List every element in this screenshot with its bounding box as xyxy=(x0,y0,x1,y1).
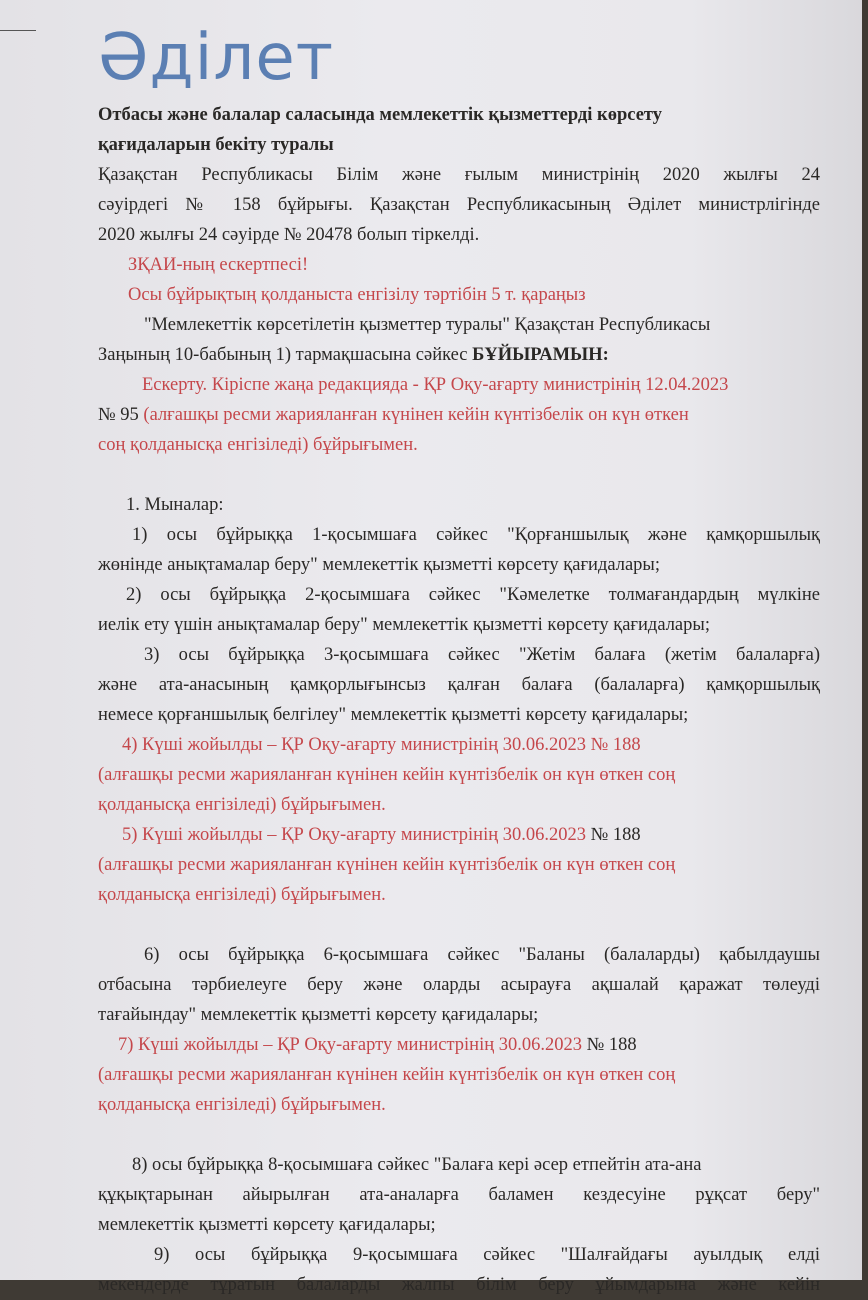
subitem-3-line-3: немесе қорғаншылық белгілеу" мемлекеттік қызметті көрсету қағидалары; xyxy=(98,705,689,725)
subitem-7-line-2: (алғашқы ресми жарияланған күнінен кейін күнтізбелік он күн өткен соң xyxy=(98,1065,676,1085)
document-body xyxy=(98,100,820,1300)
subitem-5-number: № 188 xyxy=(590,825,641,845)
subitem-4 xyxy=(98,730,820,820)
subitem-6 xyxy=(98,940,820,1030)
spacer xyxy=(98,910,820,940)
subitem-3-line-1: 3) осы бұйрыққа 3-қосымшаға сәйкес "Жетім балаға (жетім балаларға) xyxy=(144,645,820,665)
subitem-2 xyxy=(98,580,820,640)
remark xyxy=(98,370,820,460)
subitem-6-line-2: отбасына тәрбиелеуге беру және оларды асырауға ақшалай қаражат төлеуді xyxy=(98,975,820,995)
spacer xyxy=(98,460,820,490)
subitem-8-line-3: мемлекеттік қызметті көрсету қағидалары; xyxy=(98,1215,436,1235)
subitem-9-line-2: мекендерде тұратын балаларды жалпы білім беру ұйымдарына және кейін xyxy=(98,1275,820,1295)
logo-text: Әділет xyxy=(98,21,334,95)
title-line-1: Отбасы және балалар саласында мемлекеттік қызметтерді көрсету xyxy=(98,105,662,125)
document-title xyxy=(98,100,820,160)
subitem-1 xyxy=(98,520,820,580)
adilet-logo xyxy=(98,18,334,98)
subitem-8-line-2: құқықтарынан айырылған ата-аналарға баламен кездесуіне рұқсат беру" xyxy=(98,1185,820,1205)
subitem-8 xyxy=(98,1150,820,1240)
remark-line-3: соң қолданысқа енгізіледі) бұйрығымен. xyxy=(98,435,418,455)
subitem-2-line-1: 2) осы бұйрыққа 2-қосымшаға сәйкес "Кәмелетке толмағандардың мүлкіне xyxy=(126,585,820,605)
preamble-line-3: 2020 жылғы 24 сәуірде № 20478 болып тіркелді. xyxy=(98,225,480,245)
subitem-7-line-3: қолданысқа енгізіледі) бұйрығымен. xyxy=(98,1095,386,1115)
subitem-4-line-2: (алғашқы ресми жарияланған күнінен кейін күнтізбелік он күн өткен соң xyxy=(98,765,676,785)
remark-line-1: Ескерту. Кіріспе жаңа редакцияда - ҚР Оқу-ағарту министрінің 12.04.2023 xyxy=(142,375,729,395)
preamble xyxy=(98,160,820,250)
intro-line-2-text: Заңының 10-бабының 1) тармақшасына сәйкес xyxy=(98,345,473,365)
spacer xyxy=(98,1120,820,1150)
remark-line-2 xyxy=(98,400,820,430)
subitem-7 xyxy=(98,1030,820,1120)
subitem-5-line-1 xyxy=(98,820,820,850)
subitem-7-line-1-text: 7) Күші жойылды – ҚР Оқу-ағарту министрінің 30.06.2023 xyxy=(118,1035,587,1055)
intro-line-1: "Мемлекеттік көрсетілетін қызметтер туралы" Қазақстан Республикасы xyxy=(144,315,711,335)
corner-mark xyxy=(0,30,36,31)
intro-line-2 xyxy=(98,340,820,370)
remark-number: № 95 xyxy=(98,405,144,425)
subitem-2-line-2: иелік ету үшін анықтамалар беру" мемлекеттік қызметті көрсету қағидалары; xyxy=(98,615,710,635)
order-word: БҰЙЫРАМЫН: xyxy=(472,345,609,365)
subitem-4-line-3: қолданысқа енгізіледі) бұйрығымен. xyxy=(98,795,386,815)
preamble-line-2: сәуірдегі № 158 бұйрығы. Қазақстан Республикасының Әділет министрлігінде xyxy=(98,195,820,215)
item-1-label: 1. Мыналар: xyxy=(126,495,224,515)
editor-note xyxy=(98,250,820,310)
preamble-line-1: Қазақстан Республикасы Білім және ғылым министрінің 2020 жылғы 24 xyxy=(98,165,820,185)
subitem-6-line-1: 6) осы бұйрыққа 6-қосымшаға сәйкес "Баланы (балаларды) қабылдаушы xyxy=(144,945,820,965)
subitem-1-line-2: жөнінде анықтамалар беру" мемлекеттік қызметті көрсету қағидалары; xyxy=(98,555,660,575)
subitem-5-line-1-text: 5) Күші жойылды – ҚР Оқу-ағарту министрінің 30.06.2023 xyxy=(122,825,591,845)
subitem-9-line-1: 9) осы бұйрыққа 9-қосымшаға сәйкес "Шалғайдағы ауылдық елді xyxy=(154,1245,820,1265)
note-line-1: ЗҚАИ-ның ескертпесі! xyxy=(128,255,309,275)
subitem-5 xyxy=(98,820,820,910)
note-line-2: Осы бұйрықтың қолданыста енгізілу тәртібін 5 т. қараңыз xyxy=(128,285,586,305)
subitem-8-line-1: 8) осы бұйрыққа 8-қосымшаға сәйкес "Балаға кері әсер етпейтін ата-ана xyxy=(132,1155,702,1175)
subitem-9 xyxy=(98,1240,820,1300)
subitem-6-line-3: тағайындау" мемлекеттік қызметті көрсету қағидалары; xyxy=(98,1005,539,1025)
subitem-4-line-1: 4) Күші жойылды – ҚР Оқу-ағарту министрінің 30.06.2023 № 188 xyxy=(122,735,641,755)
subitem-7-line-1 xyxy=(98,1030,820,1060)
subitem-7-number: № 188 xyxy=(586,1035,637,1055)
subitem-5-line-2: (алғашқы ресми жарияланған күнінен кейін күнтізбелік он күн өткен соң xyxy=(98,855,676,875)
subitem-3-line-2: және ата-анасының қамқорлығынсыз қалған балаға (балаларға) қамқоршылық xyxy=(98,675,820,695)
subitem-3 xyxy=(98,640,820,730)
intro xyxy=(98,310,820,370)
subitem-5-line-3: қолданысқа енгізіледі) бұйрығымен. xyxy=(98,885,386,905)
title-line-2: қағидаларын бекіту туралы xyxy=(98,135,334,155)
remark-line-2-text: (алғашқы ресми жарияланған күнінен кейін күнтізбелік он күн өткен xyxy=(143,405,689,425)
subitem-1-line-1: 1) осы бұйрыққа 1-қосымшаға сәйкес "Қорғаншылық және қамқоршылық xyxy=(132,525,820,545)
